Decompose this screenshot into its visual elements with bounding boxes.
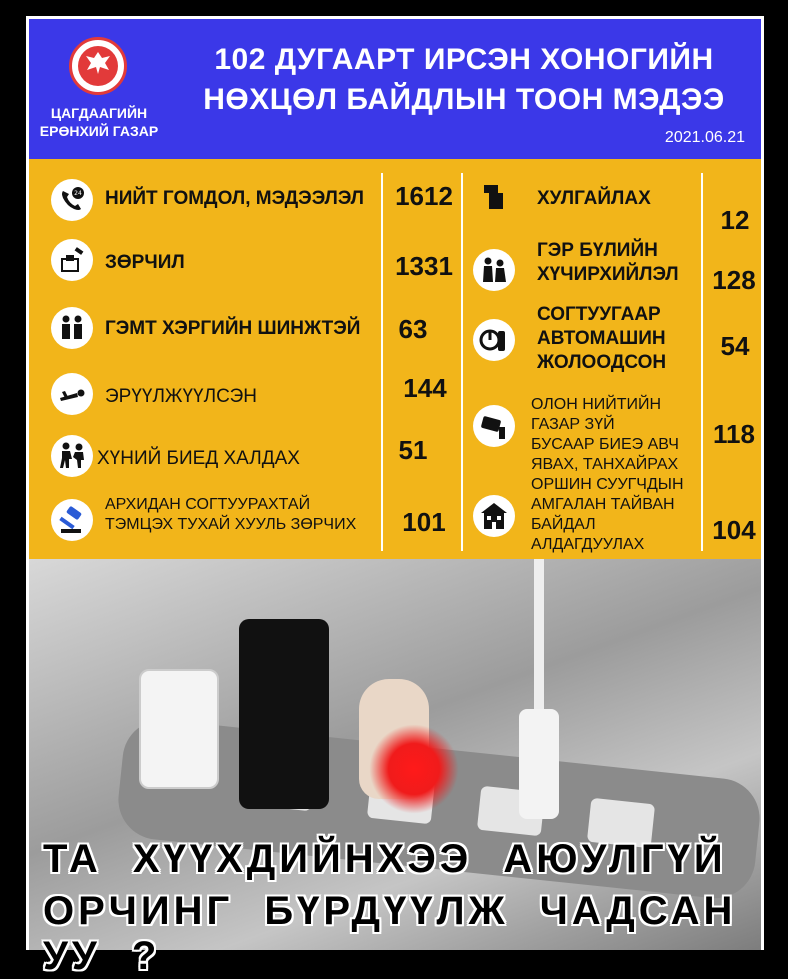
- stats-panel: [29, 159, 761, 559]
- fighting-people-icon: [51, 435, 93, 477]
- stat-label-line2: ХҮЧИРХИЙЛЭЛ: [537, 264, 679, 285]
- stat-label-line2: ГАЗАР ЗҮЙ: [531, 416, 615, 433]
- stat-label-line1: АРХИДАН СОГТУУРАХТАЙ: [105, 496, 311, 513]
- stat-value: 101: [402, 507, 446, 537]
- ballot-gavel-icon: [51, 239, 93, 281]
- phone-24-icon: [51, 179, 93, 221]
- stat-label-line1: СОГТУУГААР: [537, 304, 661, 325]
- stat-label-line4: АЛДАГДУУЛАХ: [531, 536, 645, 553]
- domestic-violence-icon: [473, 249, 515, 291]
- org-name-line2: ЕРӨНХИЙ ГАЗАР: [39, 123, 159, 139]
- report-date: 2021.06.21: [664, 129, 745, 146]
- poster: [26, 16, 764, 978]
- divider-right: [701, 173, 703, 551]
- plug-cable: [534, 559, 544, 719]
- stat-value: 63: [398, 314, 428, 344]
- stat-label-line3: БУСААР БИЕЭ АВЧ: [531, 436, 679, 453]
- power-strip-photo: [29, 559, 761, 978]
- gavel-icon: [51, 499, 93, 541]
- stat-value: 104: [712, 515, 756, 545]
- police-logo: [69, 37, 127, 95]
- cctv-camera-icon: [473, 405, 515, 447]
- stat-value: 1612: [395, 181, 453, 211]
- police-people-icon: [51, 307, 93, 349]
- stat-label-line1: ГЭР БҮЛИЙН: [537, 240, 658, 261]
- slogan-line1: ТА ХҮҮХДИЙНХЭЭ АЮУЛГҮЙ: [43, 837, 727, 881]
- stat-value: 1331: [395, 251, 453, 281]
- title-line1: 102 ДУГААРТ ИРСЭН ХОНОГИЙН: [214, 43, 714, 76]
- stat-label-line1: ОЛОН НИЙТИЙН: [531, 396, 662, 413]
- stat-value: 128: [712, 265, 756, 295]
- theft-hand-icon: [473, 177, 515, 219]
- stat-value: 12: [720, 205, 750, 235]
- danger-highlight: [369, 724, 459, 814]
- svg-text:24: 24: [74, 190, 82, 197]
- stat-label-line2: ТЭМЦЭХ ТУХАЙ ХУУЛЬ ЗӨРЧИХ: [105, 516, 357, 533]
- garuda-icon: [83, 50, 113, 76]
- header: [29, 19, 761, 159]
- drunk-driving-icon: [473, 319, 515, 361]
- stat-label-line3: ЖОЛООДСОН: [537, 352, 667, 373]
- stat-label: ЭРҮҮЛЖҮҮЛСЭН: [105, 386, 257, 407]
- org-name-line1: ЦАГДААГИЙН: [50, 105, 148, 121]
- stat-label-line3: БАЙДАЛ: [531, 516, 596, 533]
- stat-label-line2: АВТОМАШИН: [537, 328, 666, 349]
- building-icon: [473, 495, 515, 537]
- divider-left: [381, 173, 383, 551]
- black-charger: [239, 619, 329, 809]
- stat-label: ЗӨРЧИЛ: [105, 252, 185, 273]
- stat-value: 144: [403, 373, 447, 403]
- title-line2: НӨХЦӨЛ БАЙДЛЫН ТООН МЭДЭЭ: [203, 83, 725, 116]
- stat-label: ГЭМТ ХЭРГИЙН ШИНЖТЭЙ: [105, 318, 361, 339]
- divider-center: [461, 173, 463, 551]
- stat-value: 118: [713, 419, 755, 449]
- stat-label: НИЙТ ГОМДОЛ, МЭДЭЭЛЭЛ: [105, 188, 364, 209]
- white-plug: [519, 709, 559, 819]
- stat-value: 51: [398, 435, 428, 465]
- lying-person-icon: [51, 373, 93, 415]
- white-charger: [139, 669, 219, 789]
- stat-label: ХҮНИЙ БИЕД ХАЛДАХ: [97, 448, 300, 469]
- stat-label-line1: ОРШИН СУУГЧДЫН: [531, 476, 684, 493]
- slogan-line2: ОРЧИНГ БҮРДҮҮЛЖ ЧАДСАН УУ ?: [43, 889, 737, 978]
- stat-label: ХУЛГАЙЛАХ: [537, 188, 651, 209]
- stat-value: 54: [720, 331, 750, 361]
- stat-label-line2: АМГАЛАН ТАЙВАН: [531, 496, 675, 513]
- stat-label-line4: ЯВАХ, ТАНХАЙРАХ: [531, 456, 679, 473]
